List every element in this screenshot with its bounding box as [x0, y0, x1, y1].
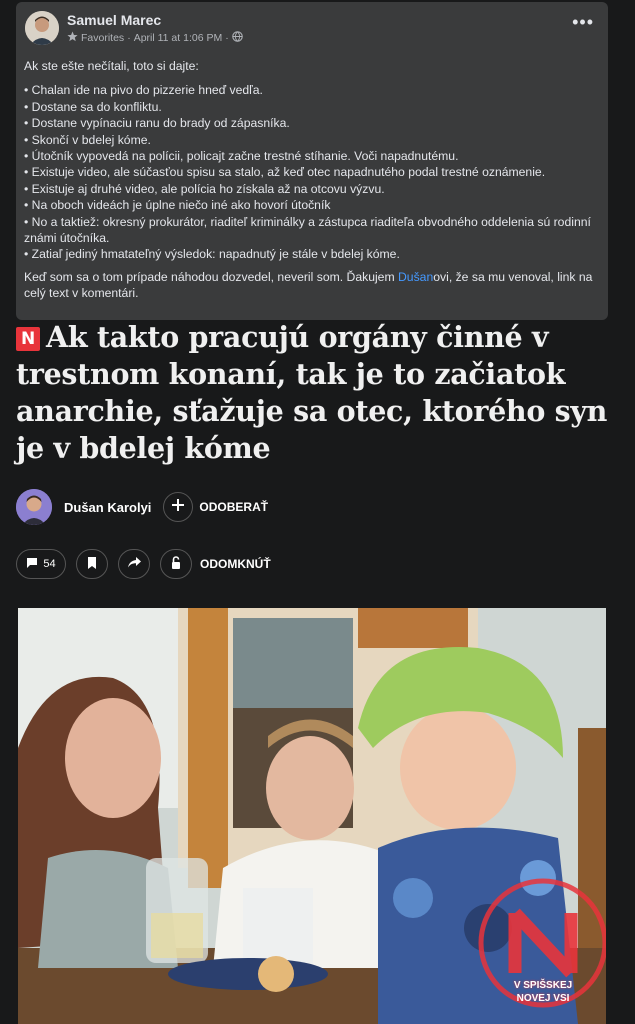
post-author-name[interactable]: Samuel Marec	[67, 12, 162, 28]
post-text	[24, 58, 598, 302]
comment-count: 54	[43, 558, 56, 570]
more-options-button[interactable]: •••	[572, 12, 594, 32]
meta-separator: ·	[127, 32, 131, 44]
post-date[interactable]: April 11 at 1:06 PM	[133, 32, 223, 44]
comments-button[interactable]	[16, 549, 66, 579]
outro-text: Keď som sa o tom prípade náhodou dozvedel, neveril som. Ďakujem	[24, 269, 398, 284]
follow-button[interactable]	[163, 492, 193, 522]
journalist-name[interactable]: Dušan Karolyi	[64, 499, 152, 515]
bullet-item: • Dostane sa do konfliktu.	[24, 99, 162, 114]
outro-text: ovi, že sa mu venoval, link na celý text v komentári.	[24, 269, 593, 301]
journalist-avatar[interactable]	[16, 489, 52, 525]
article-action-bar	[16, 547, 271, 581]
badge-line1: V SPIŠSKEJ	[513, 980, 573, 991]
bullet-item: • Útočník vypovedá na polícii, policajt začne trestné stíhanie. Voči napadnutému.	[24, 149, 459, 164]
post-audience[interactable]: Favorites	[81, 32, 125, 44]
follow-label[interactable]: ODOBERAŤ	[199, 500, 269, 514]
bullet-item: • Na oboch videách je úplne niečo iné ako hovorí útočník	[24, 198, 331, 213]
post-outro	[24, 269, 598, 302]
bullet-item: • Dostane vypínaciu ranu do brady od zápasníka.	[24, 116, 290, 131]
bullet-item: • Chalan ide na pivo do pizzerie hneď vedľa.	[24, 83, 263, 98]
tagged-user-link[interactable]: Dušan	[398, 269, 434, 284]
badge-line2: NOVEJ VSI	[516, 993, 570, 1004]
globe-icon	[232, 31, 243, 45]
share-button[interactable]	[118, 549, 150, 579]
unlock-label[interactable]: ODOMKNÚŤ	[200, 557, 271, 571]
photo-illustration	[18, 608, 606, 1024]
post-bullet-list	[24, 82, 598, 262]
post-intro: Ak ste ešte nečítali, toto si dajte:	[24, 59, 199, 73]
bullet-item: • Existuje video, ale súčasťou spisu sa stalo, až keď otec napadnutého podal trestné oznámenie.	[24, 165, 546, 180]
meta-separator: ·	[225, 32, 229, 44]
article-photo[interactable]	[18, 608, 606, 1024]
bullet-item: • Skončí v bdelej kóme.	[24, 132, 151, 147]
bookmark-icon	[87, 557, 97, 572]
bookmark-button[interactable]	[76, 549, 108, 579]
facebook-post	[16, 2, 608, 320]
bullet-item: • Zatiaľ jediný hmatateľný výsledok: napadnutý je stále v bdelej kóme.	[24, 247, 400, 262]
post-meta	[67, 31, 243, 45]
bullet-item: • Existuje aj druhé video, ale polícia ho získala až na otcovu výzvu.	[24, 181, 385, 196]
denniknlogo-icon: N	[16, 327, 40, 351]
headline-text[interactable]: Ak takto pracujú orgány činné v trestnom konaní, tak je to začiatok anarchie, sťažuje sa otec, ktorého syn je v bdelej kóme	[16, 320, 608, 465]
bullet-item: • No a taktiež: okresný prokurátor, riaditeľ kriminálky a zástupca riaditeľa obvodného oddelenia sú rodinní známi útočníka.	[24, 214, 591, 246]
share-icon	[128, 557, 141, 571]
article-headline[interactable]	[16, 319, 616, 467]
star-icon	[67, 31, 78, 45]
author-avatar[interactable]	[25, 11, 59, 45]
plus-icon	[171, 498, 185, 517]
comment-icon	[26, 557, 38, 572]
unlock-button[interactable]	[160, 549, 192, 579]
article-byline	[16, 487, 268, 527]
lock-icon	[171, 556, 181, 572]
